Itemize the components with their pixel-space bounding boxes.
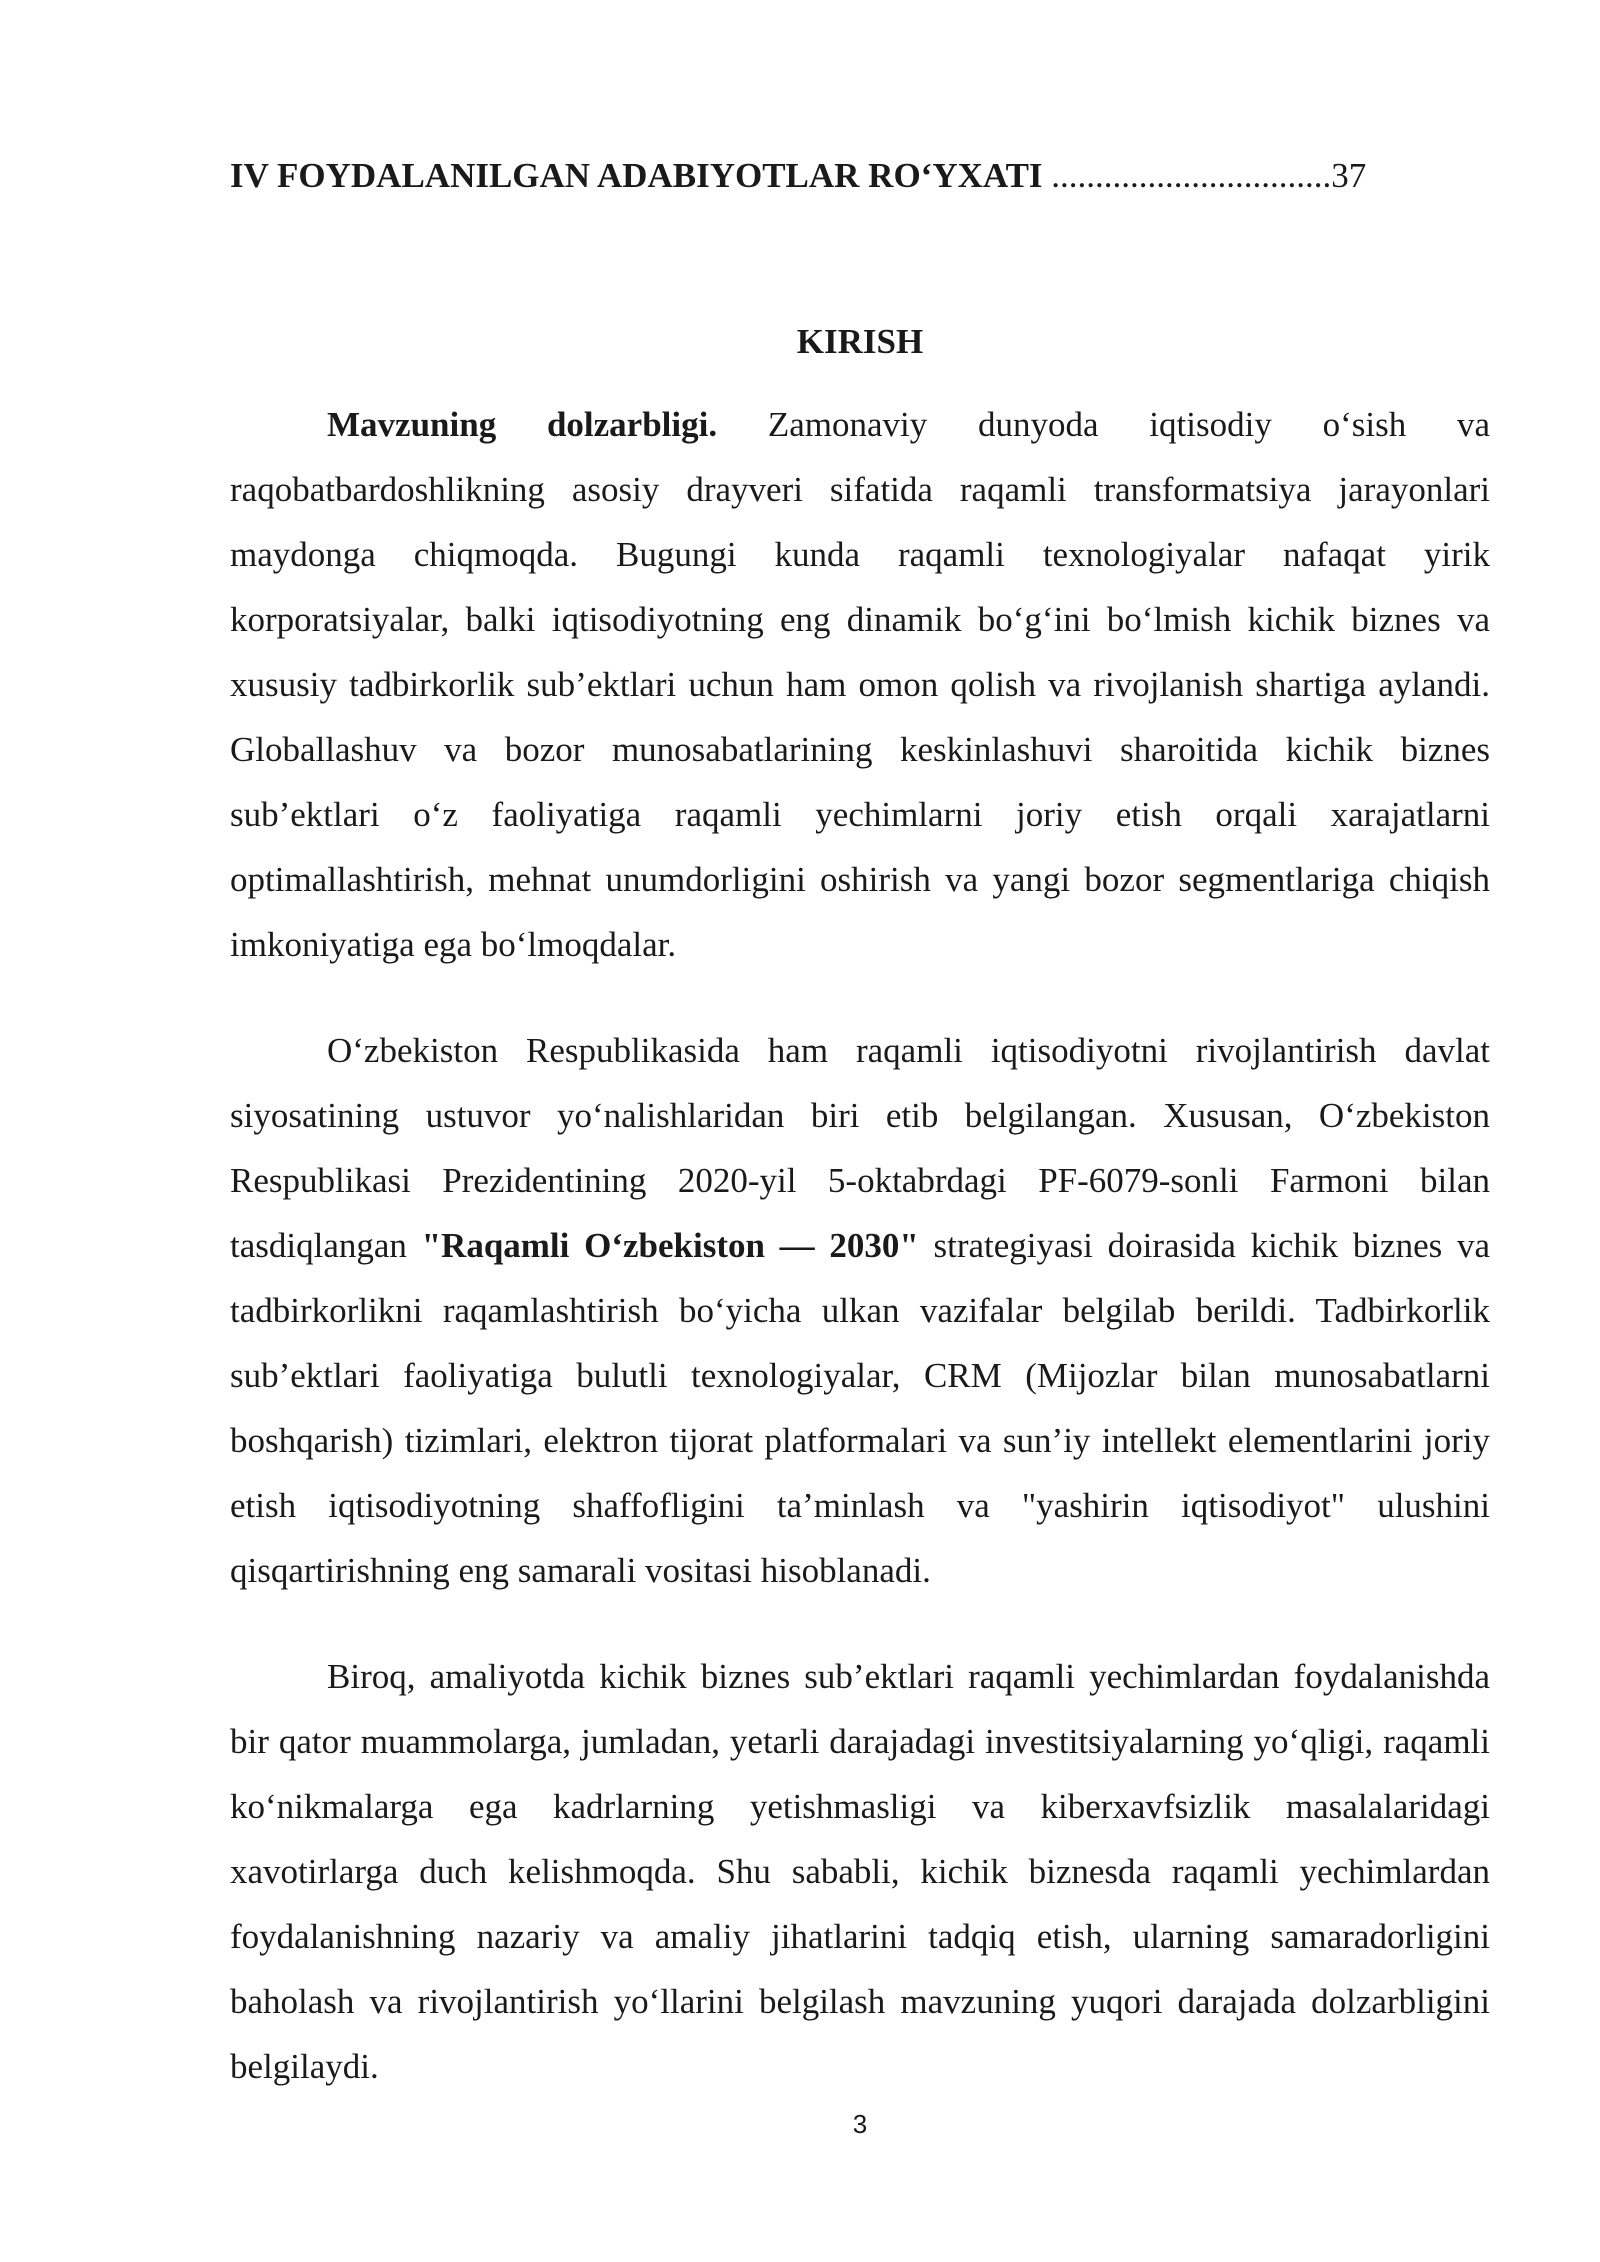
strategy-name: "Raqamli O‘zbekiston — 2030" <box>421 1226 919 1265</box>
toc-entry-title: IV FOYDALANILGAN ADABIYOTLAR RO‘YXATI <box>230 156 1043 195</box>
section-heading: KIRISH <box>796 322 924 361</box>
paragraph-state-policy <box>230 1018 1490 1603</box>
toc-entry <box>230 152 1366 200</box>
paragraph-problems <box>230 1644 1490 2099</box>
paragraph-text-continued: strategiyasi doirasida kichik biznes va tadbirkorlikni raqamlashtirish bo‘yicha ulkan vazifalar belgilab berildi. Tadbirkorlik sub’ektlari faoliyatiga bulutli texnologiyalar, CRM (Mijozlar bilan munosabatlarni boshqarish) tizimlari, elektron tijorat platformalari va sun’iy intellekt elementlarini joriy etish iqtisodiyotning shaffofligini ta’minlash va "yashirin iqtisodiyot" ulushini qisqartirishning eng samarali vositasi hisoblanadi. <box>230 1226 1490 1590</box>
paragraph-text: O‘zbekiston Respublikasida ham raqamli iqtisodiyotni rivojlantirish davlat siyosatining ustuvor yo‘nalishlaridan biri etib belgilangan. Xususan, O‘zbekiston Respublikasi Prezidentining 2020-yil 5-oktabrdagi PF-6079-sonli Farmoni bilan tasdiqlangan <box>230 1031 1490 1265</box>
toc-page-number: 37 <box>1331 156 1367 195</box>
toc-leader-dots: ................................ <box>1042 156 1332 195</box>
page-number: 3 <box>852 2109 868 2139</box>
paragraph-lead-term: Mavzuning dolzarbligi. <box>327 405 718 444</box>
paragraph-relevance <box>230 392 1490 977</box>
paragraph-text: Biroq, amaliyotda kichik biznes sub’ektlari raqamli yechimlardan foydalanishda bir qator muammolarga, jumladan, yetarli darajadagi investitsiyalarning yo‘qligi, raqamli ko‘nikmalarga ega kadrlarning yetishmasligi va kiberxavfsizlik masalalaridagi xavotirlarga duch kelishmoqda. Shu sababli, kichik biznesda raqamli yechimlardan foydalanishning nazariy va amaliy jihatlarini tadqiq etish, ularning samaradorligini baholash va rivojlantirish yo‘llarini belgilash mavzuning yuqori darajada dolzarbligini belgilaydi. <box>230 1657 1490 2086</box>
paragraph-text: Zamonaviy dunyoda iqtisodiy o‘sish va raqobatbardoshlikning asosiy drayveri sifatida raqamli transformatsiya jarayonlari maydonga chiqmoqda. Bugungi kunda raqamli texnologiyalar nafaqat yirik korporatsiyalar, balki iqtisodiyotning eng dinamik bo‘g‘ini bo‘lmish kichik biznes va xususiy tadbirkorlik sub’ektlari uchun ham omon qolish va rivojlanish shartiga aylandi. Globallashuv va bozor munosabatlarining keskinlashuvi sharoitida kichik biznes sub’ektlari o‘z faoliyatiga raqamli yechimlarni joriy etish orqali xarajatlarni optimallashtirish, mehnat unumdorligini oshirish va yangi bozor segmentlariga chiqish imkoniyatiga ega bo‘lmoqdalar. <box>230 405 1490 964</box>
